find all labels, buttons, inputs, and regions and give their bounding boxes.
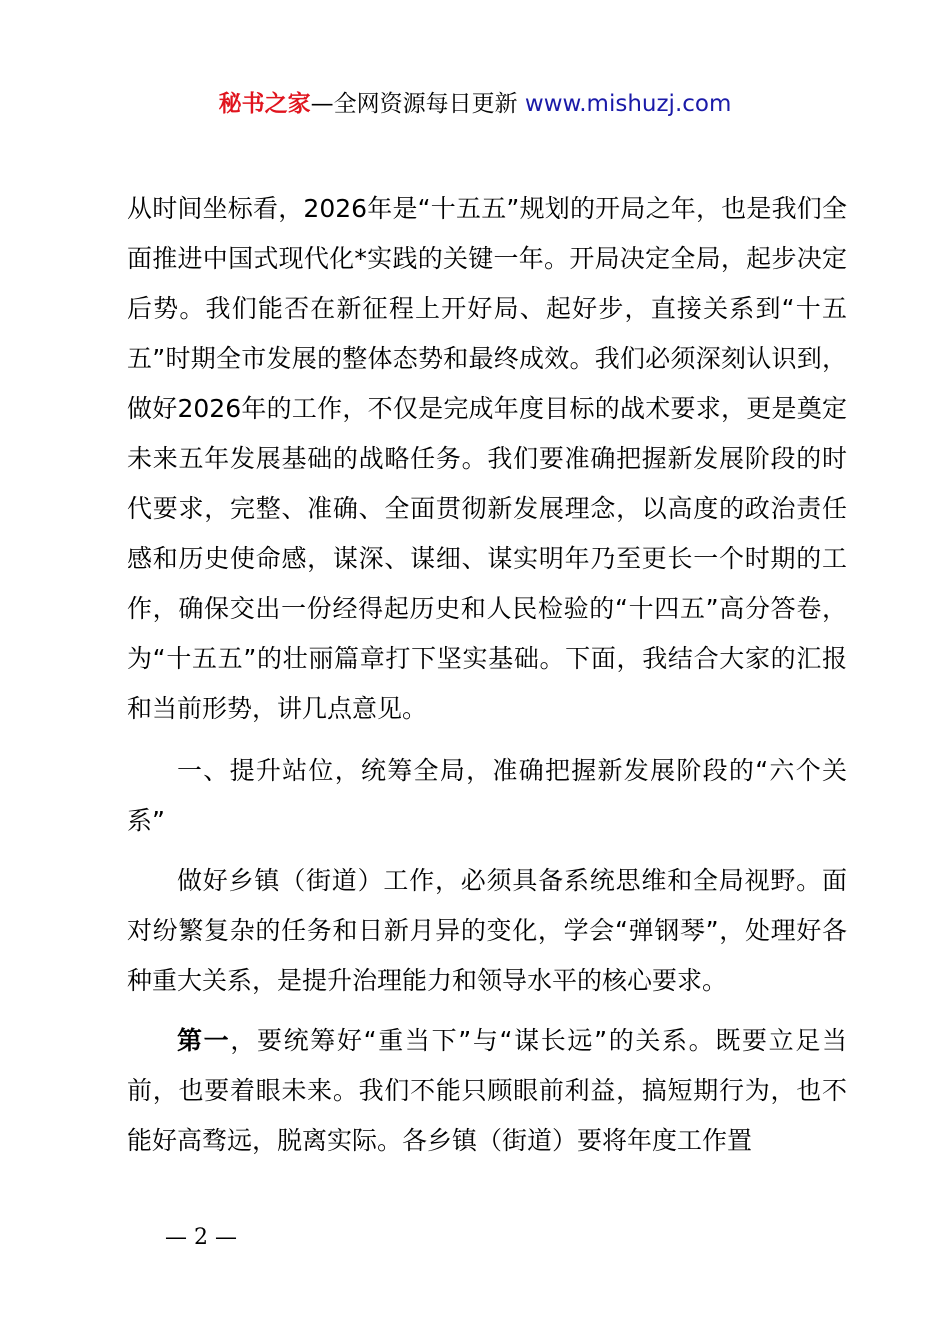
section-heading-1: 一、提升站位，统筹全局，准确把握新发展阶段的“六个关系”: [127, 756, 847, 835]
header-tagline: —全网资源每日更新: [310, 91, 525, 117]
paragraph-systems-thinking: 做好乡镇（街道）工作，必须具备系统思维和全局视野。面对纷繁复杂的任务和日新月异的变化，学会“弹钢琴”，处理好各种重大关系，是提升治理能力和领导水平的核心要求。: [127, 866, 847, 995]
brand-name: 秘书之家: [218, 91, 311, 117]
site-url-link[interactable]: www.mishuzj.com: [524, 91, 732, 117]
point-first-text: ，要统筹好“重当下”与“谋长远”的关系。既要立足当前，也要着眼未来。我们不能只顾眼前利益，搞短期行为，也不能好高骛远，脱离实际。各乡镇（街道）要将年度工作置: [127, 1026, 847, 1155]
page-number: — 2 —: [165, 1225, 237, 1250]
paragraph-intro: 从时间坐标看，2026年是“十五五”规划的开局之年，也是我们全面推进中国式现代化*实践的关键一年。开局决定全局，起步决定后势。我们能否在新征程上开好局、起好步，直接关系到“十五五”时期全市发展的整体态势和最终成效。我们必须深刻认识到，做好2026年的工作，不仅是完成年度目标的战术要求，更是奠定未来五年发展基础的战略任务。我们要准确把握新发展阶段的时代要求，完整、准确、全面贯彻新发展理念，以高度的政治责任感和历史使命感，谋深、谋细、谋实明年乃至更长一个时期的工作，确保交出一份经得起历史和人民检验的“十四五”高分答卷，为“十五五”的壮丽篇章打下坚实基础。下面，我结合大家的汇报和当前形势，讲几点意见。: [127, 194, 847, 723]
point-lead-first: 第一: [177, 1026, 231, 1055]
site-header: [0, 88, 950, 120]
paragraph-first-point: [127, 1016, 847, 1166]
document-body: [127, 184, 847, 1166]
